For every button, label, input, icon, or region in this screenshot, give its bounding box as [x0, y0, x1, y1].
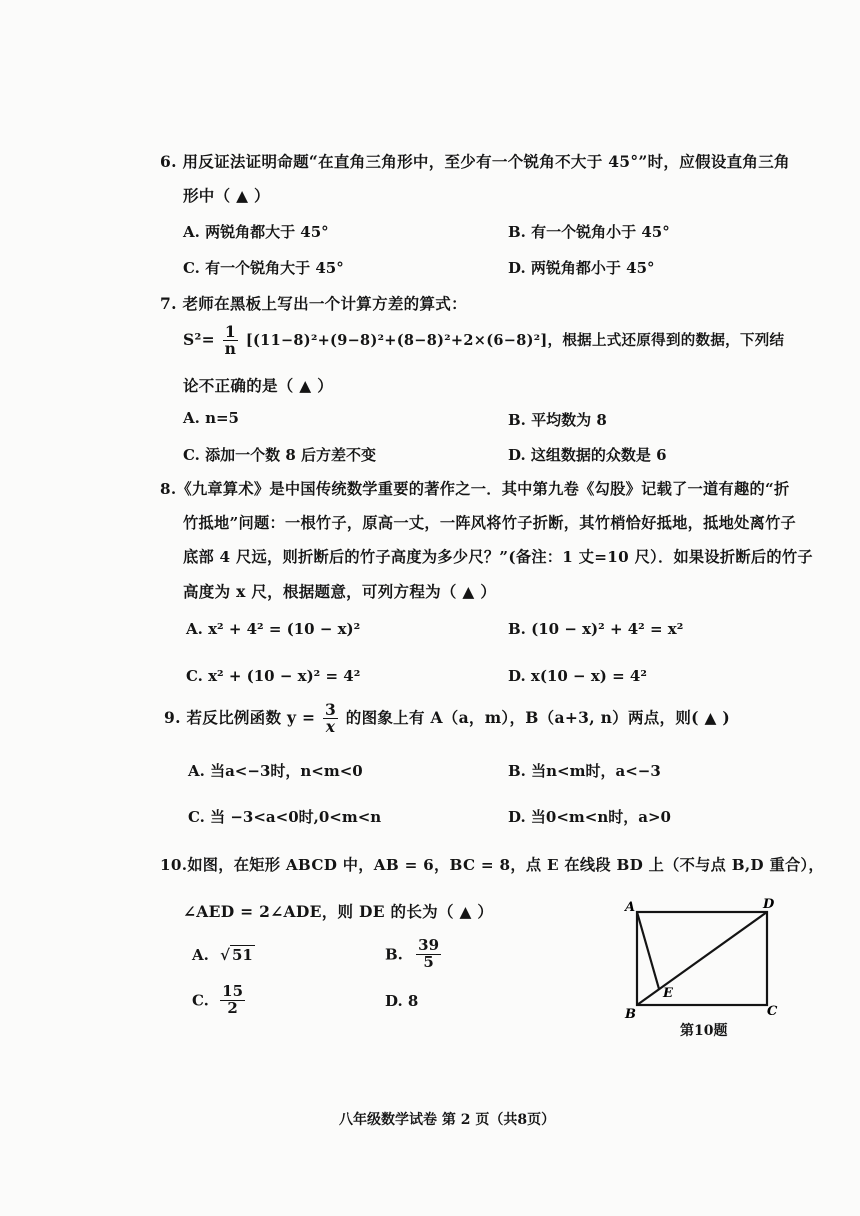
q6-option-d: D. 两锐角都小于 45°	[508, 259, 655, 277]
q9-option-c: C. 当 −3<a<0时,0<m<n	[188, 808, 382, 826]
sqrt-icon: √	[220, 946, 230, 964]
label-c: C	[767, 1004, 778, 1019]
q10-option-c-den: 2	[227, 998, 238, 1017]
q9-option-b: B. 当n<m时，a<−3	[508, 762, 661, 780]
label-b: B	[625, 1007, 636, 1022]
q9-stem	[164, 702, 730, 736]
label-d: D	[763, 897, 775, 912]
label-a: A	[625, 900, 636, 915]
q7-frac-den: n	[224, 339, 237, 359]
q7-expression: [(11−8)²+(9−8)²+(8−8)²+2×(6−8)²]，根据上式还原得到的数据，下列结	[245, 331, 785, 349]
q8-option-a: A. x² + 4² = (10 − x)²	[186, 620, 361, 638]
q6-stem-line1: 6. 用反证法证明命题“在直角三角形中，至少有一个锐角不大于 45°”时，应假设直角三角	[160, 152, 790, 171]
q7-formula-line	[183, 324, 784, 358]
q7-s-squared: S²=	[183, 329, 215, 349]
q7-option-b: B. 平均数为 8	[508, 411, 607, 429]
q7-option-c: C. 添加一个数 8 后方差不变	[183, 446, 377, 464]
q8-stem-line3: 底部 4 尺远，则折断后的竹子高度为多少尺？”(备注：1 丈=10 尺）．如果设折断后的竹子	[183, 548, 813, 566]
q7-stem-line3: 论不正确的是（ ▲ ）	[183, 376, 334, 395]
q10-option-c-num: 15	[222, 982, 244, 1000]
diagonal-bd	[637, 912, 767, 1005]
q6-option-c: C. 有一个锐角大于 45°	[183, 259, 344, 277]
q10-option-b	[385, 938, 443, 971]
q7-frac-num: 1	[223, 324, 239, 341]
segment-ae	[637, 912, 659, 989]
q10-option-b-den: 5	[423, 952, 434, 971]
q6-option-a: A. 两锐角都大于 45°	[183, 223, 329, 241]
q9-option-a: A. 当a<−3时，n<m<0	[188, 762, 363, 780]
q6-option-b: B. 有一个锐角小于 45°	[508, 223, 670, 241]
q7-stem-line1: 7. 老师在黑板上写出一个计算方差的算式：	[160, 294, 467, 313]
label-e: E	[663, 986, 673, 1001]
q10-stem-line2: ∠AED = 2∠ADE，则 DE 的长为（ ▲ ）	[183, 902, 494, 921]
q8-stem-line2: 竹抵地”问题：一根竹子，原高一丈，一阵风将竹子折断，其竹梢恰好抵地，抵地处离竹子	[183, 514, 797, 532]
q8-stem-line1: 8.《九章算术》是中国传统数学重要的著作之一．其中第九卷《勾股》记载了一道有趣的“折	[160, 480, 790, 498]
q10-rectangle-figure	[615, 890, 790, 1030]
q10-option-b-num: 39	[418, 936, 440, 954]
q10-option-a	[192, 946, 255, 964]
q7-option-d: D. 这组数据的众数是 6	[508, 446, 667, 464]
q10-option-b-fraction	[416, 938, 441, 971]
q9-fraction	[323, 702, 338, 736]
q10-option-b-label: B.	[385, 945, 403, 964]
q7-option-a: A. n=5	[183, 409, 239, 427]
q8-option-d: D. x(10 − x) = 4²	[508, 667, 647, 685]
q9-frac-num: 3	[324, 700, 337, 719]
q9-stem-post: 的图象上有 A（a，m），B（a+3, n）两点，则( ▲ )	[345, 707, 731, 727]
figure-caption: 第10题	[680, 1023, 728, 1039]
q10-option-c	[192, 984, 247, 1017]
q10-option-c-fraction	[220, 984, 245, 1017]
q8-stem-line4: 高度为 x 尺，根据题意，可列方程为（ ▲ ）	[183, 582, 497, 601]
page-footer: 八年级数学试卷 第 2 页（共8页）	[339, 1112, 556, 1128]
q8-option-c: C. x² + (10 − x)² = 4²	[186, 667, 361, 685]
q9-stem-pre: 9. 若反比例函数 y =	[164, 707, 316, 727]
q9-option-d: D. 当0<m<n时，a>0	[508, 808, 671, 826]
q7-fraction	[223, 324, 239, 358]
q10-option-a-label: A.	[192, 946, 209, 964]
q9-frac-den: x	[325, 717, 336, 737]
q10-option-d: D. 8	[385, 992, 419, 1010]
q10-option-c-label: C.	[192, 991, 209, 1010]
q8-option-b: B. (10 − x)² + 4² = x²	[508, 620, 684, 638]
q10-stem-line1: 10.如图，在矩形 ABCD 中，AB = 6，BC = 8，点 E 在线段 BD 上（不与点 B,D 重合），	[160, 856, 824, 874]
q10-option-a-value: 51	[231, 946, 253, 964]
q6-stem-line2: 形中（ ▲ ）	[183, 186, 270, 205]
